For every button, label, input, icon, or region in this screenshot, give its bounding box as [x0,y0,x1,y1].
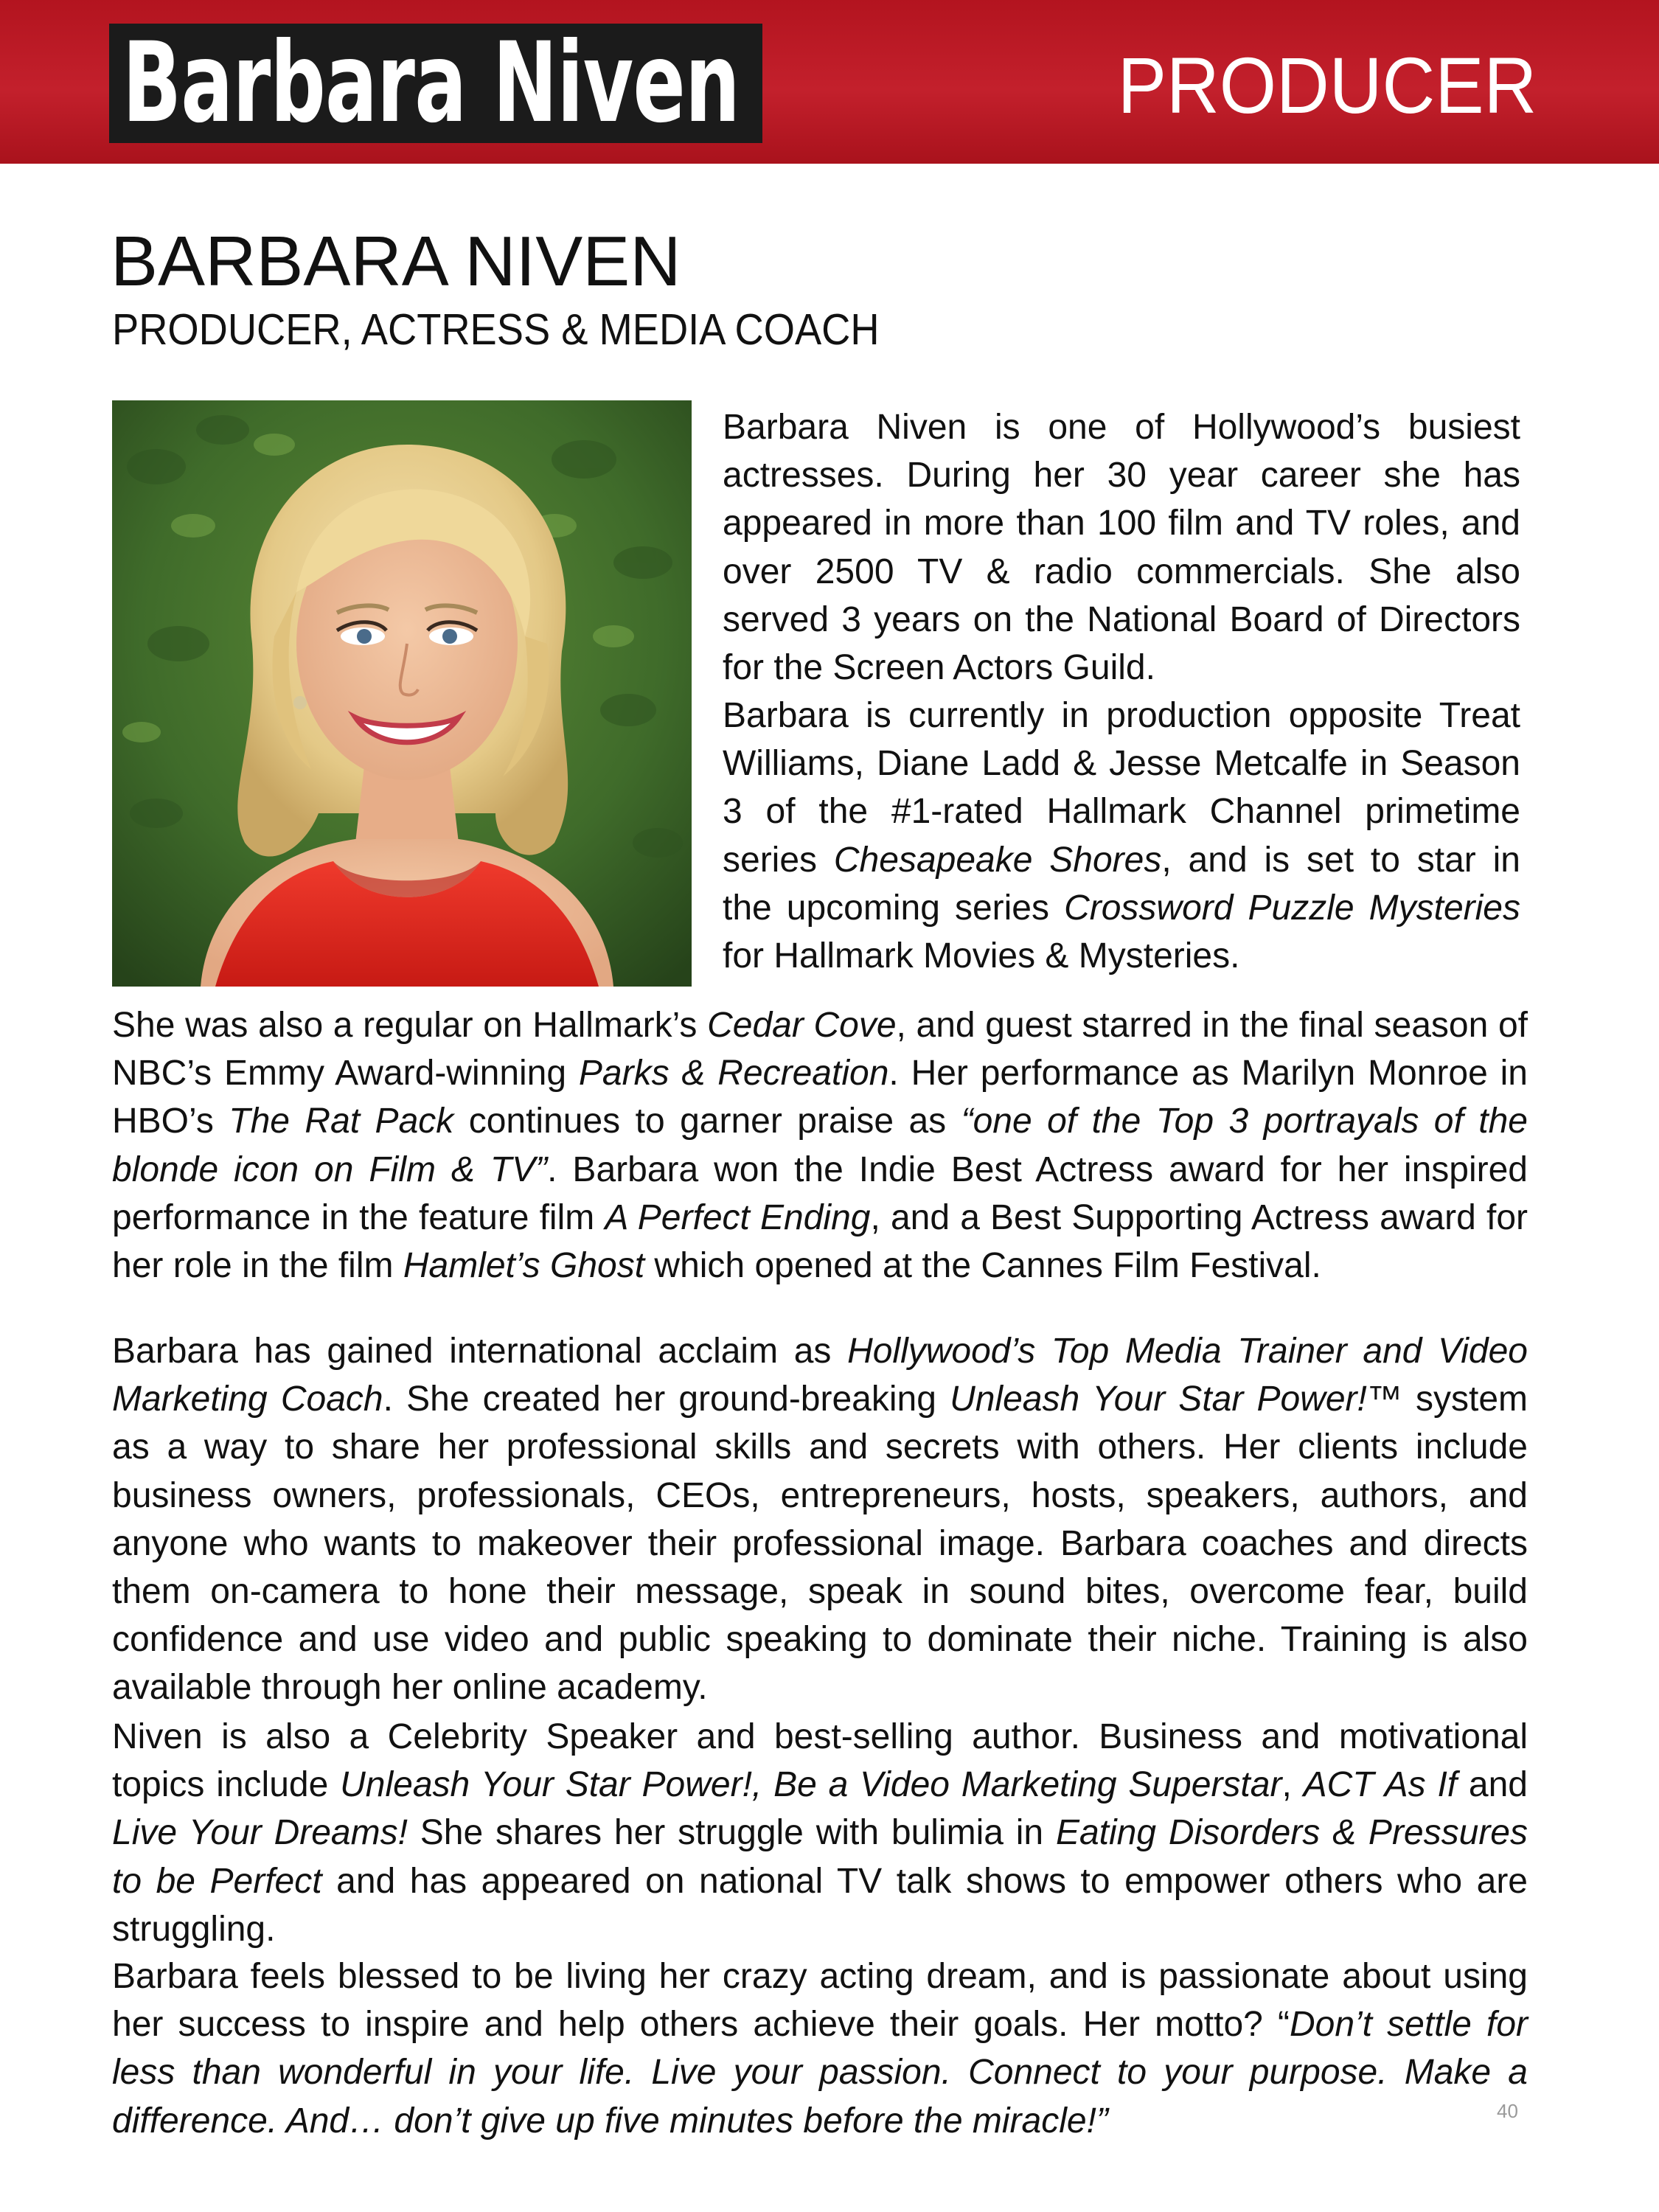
text-segment: and [1457,1765,1528,1805]
text-segment: , and guest starred in the final season of NBC’s Emmy Award-winning [112,1006,1528,1093]
text-segment: which opened at the Cannes Film Festival. [644,1246,1321,1286]
film-title: A Perfect Ending [605,1197,871,1237]
text-segment: She shares her struggle with bulimia in [407,1813,1056,1853]
system-name: Unleash Your Star Power! [950,1380,1367,1419]
text-segment: She was also a regular on Hallmark’s [112,1006,708,1045]
portrait-photo [112,400,692,987]
show-title: Cedar Cove [707,1006,897,1045]
page-subtitle: PRODUCER, ACTRESS & MEDIA COACH [112,305,880,354]
text-segment: Barbara is currently in production opposite Treat Williams, Diane Ladd & Jesse Metcalfe in Season 3 of the #1-rated Hallmark Channel primetime series [723,696,1520,880]
topic-title: Eating Disorders & Pressures to be Perfect [112,1813,1528,1901]
page-header [0,0,1659,164]
bio-paragraph-3 [112,1001,1528,1290]
motto-quote: Don’t settle for less than wonderful in your life. Live your passion. Connect to your purpose. Make a difference. And… don’t give up five minutes before the miracle!” [112,2005,1528,2140]
show-title: The Rat Pack [229,1102,454,1141]
text-segment: continues to garner praise as [453,1102,961,1141]
text-segment: Barbara feels blessed to be living her crazy acting dream, and is passionate about using her success to inspire and help others achieve their goals. Her motto? “ [112,1957,1528,2045]
show-title: Chesapeake Shores [833,840,1162,880]
bio-paragraph-2 [723,692,1520,980]
text-segment: . Barbara won the Indie Best Actress award for her inspired performance in the feature film [112,1150,1528,1237]
bio-paragraph-4 [112,1327,1528,1712]
text-segment: for Hallmark Movies & Mysteries. [723,936,1240,976]
acclaim-title: Hollywood’s Top Media Trainer and Video Marketing Coach [112,1332,1528,1419]
topic-title: ACT As If [1303,1765,1458,1805]
bio-paragraph-5 [112,1713,1528,1953]
topic-title: Live Your Dreams! [112,1813,408,1853]
text-segment: and has appeared on national TV talk shows to empower others who are struggling. [112,1861,1528,1949]
text-segment: . She created her ground-breaking [383,1380,950,1419]
quote: “one of the Top 3 portrayals of the blonde icon on Film & TV” [112,1102,1528,1189]
film-title: Hamlet’s Ghost [403,1246,645,1286]
page-number: 40 [1497,2100,1518,2122]
page-title: BARBARA NIVEN [111,222,681,301]
text-segment: , and is set to star in the upcoming series [723,840,1520,928]
show-title: Crossword Puzzle Mysteries [1064,888,1521,928]
text-segment: ™ system as a way to share her professional skills and secrets with others. Her clients include business owners, professionals, CEOs, entrepreneurs, hosts, speakers, authors, and anyone who wants to makeover their professional image. Barbara coaches and directs them on-camera to hone their message, speak in sound bites, overcome fear, build confidence and use video and public speaking to dominate their niche. Training is also available through her online academy. [112,1380,1528,1708]
name-banner [109,24,762,143]
bio-paragraph-1: Barbara Niven is one of Hollywood’s busiest actresses. During her 30 year career she has appeared in more than 100 film and TV roles, and over 2500 TV & radio commercials. She also served 3 years on the National Board of Directors for the Screen Actors Guild. [723,408,1520,688]
text-segment: Barbara has gained international acclaim as [112,1332,848,1371]
text-segment: . Her performance as Marilyn Monroe in HBO’s [112,1054,1528,1141]
text-segment: Niven is also a Celebrity Speaker and best-selling author. Business and motivational topics include [112,1717,1528,1805]
topic-title: Unleash Your Star Power!, Be a Video Marketing Superstar [340,1765,1282,1805]
header-name: Barbara Niven [122,24,740,143]
bio-paragraph-6 [112,1952,1528,2145]
text-segment: , and a Best Supporting Actress award for her role in the film [112,1197,1528,1286]
text-segment: , [1281,1765,1304,1805]
show-title: Parks & Recreation [578,1054,889,1093]
header-role: PRODUCER [1117,41,1537,130]
